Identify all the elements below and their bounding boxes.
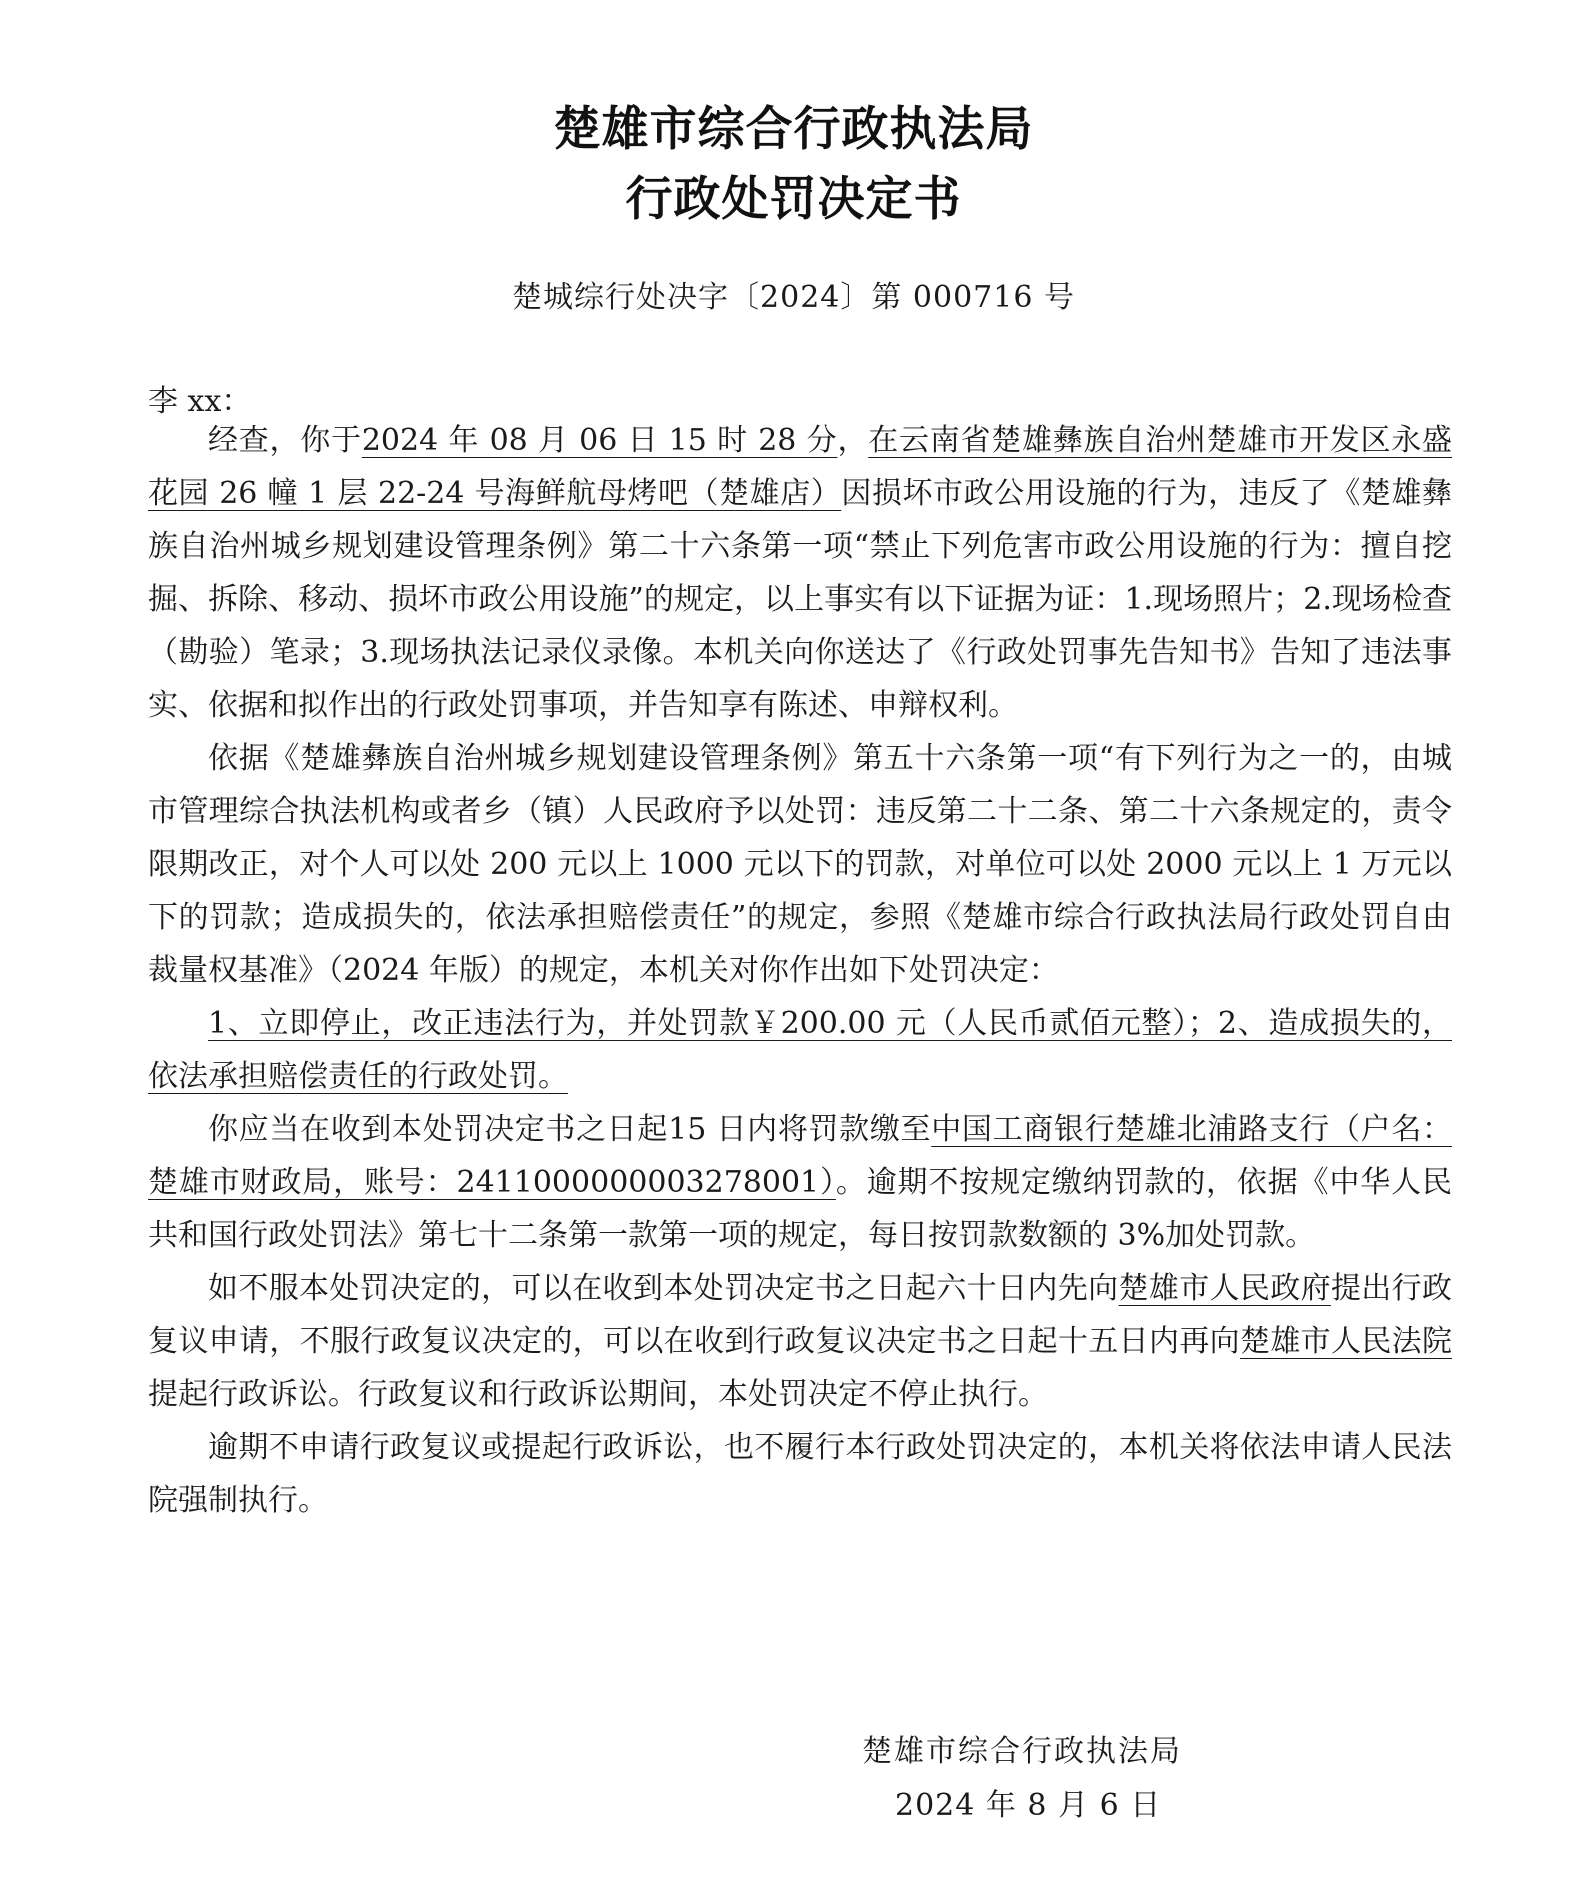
payment-intro: 你应当在收到本处罚决定书之日起15 日内将罚款缴至 [208,1112,932,1147]
appeal-intro: 如不服本处罚决定的，可以在收到本处罚决定书之日起六十日内先向 [208,1271,1119,1306]
signature-organization: 楚雄市综合行政执法局 [862,1734,1182,1769]
litigation-court: 楚雄市人民法院 [1240,1324,1452,1359]
appeal-middle: 提出行政复议申请，不服行政复议决定的，可以在收到行政复议决定书之日起十五日内再向 [148,1271,1453,1359]
paragraph-decision [148,997,1452,1103]
paragraph-appeal [148,1262,1452,1421]
appeal-end: 提起行政诉讼。行政复议和行政诉讼期间，本处罚决定不停止执行。 [148,1377,1048,1412]
document-body [148,414,1452,1527]
violation-location: 在云南省楚雄彝族自治州楚雄市开发区永盛花园 26 幢 1 层 22-24 号海鲜航母烤吧（楚雄店） [148,423,1453,511]
signature-date: 2024 年 8 月 6 日 [895,1788,1162,1823]
paragraph-payment [148,1103,1452,1262]
paragraph-facts [148,414,1452,732]
paragraph-enforcement: 逾期不申请行政复议或提起行政诉讼，也不履行本行政处罚决定的，本机关将依法申请人民法院强制执行。 [148,1430,1452,1518]
violation-time: 2024 年 08 月 06 日 15 时 28 分 [361,423,838,458]
facts-comma: ， [837,423,869,458]
review-authority: 楚雄市人民政府 [1118,1271,1331,1306]
document-title-type: 行政处罚决定书 [625,172,962,227]
document-number: 楚城综行处决字〔2024〕第 000716 号 [512,280,1075,315]
payment-late-fee: 。逾期不按规定缴纳罚款的，依据《中华人民共和国行政处罚法》第七十二条第一款第一项的规定，每日按罚款数额的 3%加处罚款。 [148,1165,1453,1253]
recipient-salutation: 李 xx： [148,384,252,419]
facts-detail: 因损坏市政公用设施的行为，违反了《楚雄彝族自治州城乡规划建设管理条例》第二十六条第一项“禁止下列危害市政公用设施的行为：擅自挖掘、拆除、移动、损坏市政公用设施”的规定，以上事实有以下证据为证：1.现场照片；2.现场检查（勘验）笔录；3.现场执法记录仪录像。本机关向你送达了《行政处罚事先告知书》告知了违法事实、依据和拟作出的行政处罚事项，并告知享有陈述、申辩权利。 [148,476,1453,723]
penalty-decision-text: 1、立即停止，改正违法行为，并处罚款￥200.00 元（人民币贰佰元整）；2、造成损失的，依法承担赔偿责任的行政处罚。 [148,1006,1452,1094]
document-title-agency: 楚雄市综合行政执法局 [553,102,1034,157]
paragraph-legal-basis: 依据《楚雄彝族自治州城乡规划建设管理条例》第五十六条第一项“有下列行为之一的，由城市管理综合执法机构或者乡（镇）人民政府予以处罚：违反第二十二条、第二十六条规定的，责令限期改正，对个人可以处 200 元以上 1000 元以下的罚款，对单位可以处 2000 元以上 1 万元以下的罚款；造成损失的，依法承担赔偿责任”的规定，参照《楚雄市综合行政执法局行政处罚自由裁量权基准》（2024 年版）的规定，本机关对你作出如下处罚决定： [148,741,1452,988]
facts-intro: 经查，你于 [208,423,362,458]
payment-bank-account: 中国工商银行楚雄北浦路支行（户名：楚雄市财政局，账号：2411000000003278001） [148,1112,1453,1200]
